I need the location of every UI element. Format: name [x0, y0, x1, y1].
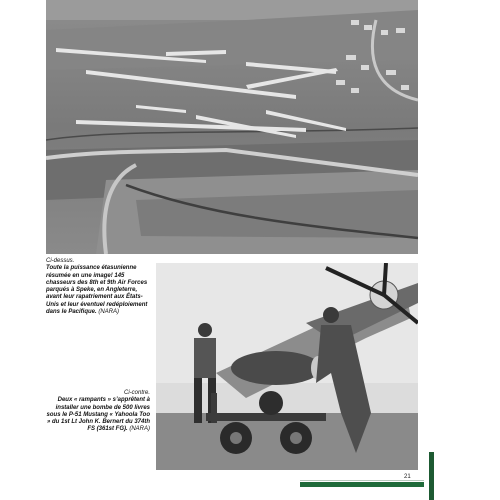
photo-credit: (NARA): [98, 309, 120, 316]
photo-credit: (NARA): [129, 426, 150, 433]
caption-heading: Ci-contre.: [123, 390, 150, 396]
footer-rule: [300, 480, 424, 481]
mustang-bomb-loading-photo: [156, 263, 418, 470]
caption-ground-photo: [46, 390, 150, 434]
footer-green-bar: [300, 482, 424, 487]
caption-body: Toute la puissance étasunienne résumée en une image! 145 chasseurs des 8th et 9th Air Forces parqués à Speke, en Angleterre, avant leur rapatriement aux États-Unis et leur éventuel redéploiement dans le Pacifique.: [46, 265, 148, 316]
caption-heading: Ci-dessus.: [46, 258, 75, 264]
caption-aerial-photo: [46, 258, 152, 316]
aerial-airfield-photo: [46, 0, 418, 254]
corner-green-bar: [429, 452, 434, 500]
caption-body: Deux « rampants » s’apprêtent à installer une bombe de 500 livres sous le P-51 Mustang « Yahoola Too » du 1st Lt John K. Bernert du 374th FS (361st FG).: [46, 397, 150, 433]
page-number: 21: [404, 474, 411, 480]
